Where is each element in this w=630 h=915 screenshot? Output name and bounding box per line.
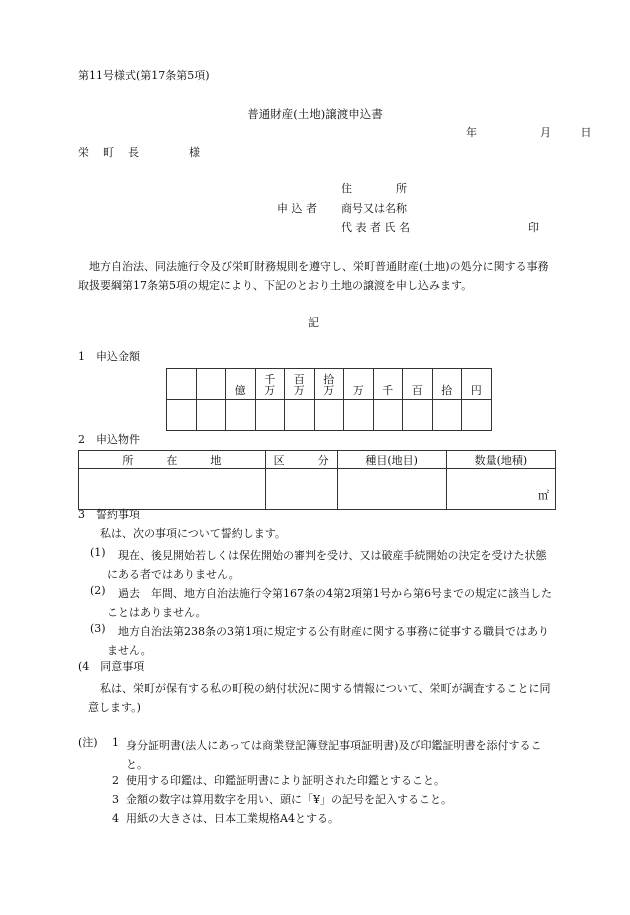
section1-heading: 1 申込金額: [78, 350, 140, 363]
note-4-text: 用紙の大きさは、日本工業規格A4とする。: [126, 812, 339, 825]
amount-unit-senman: 千 万: [255, 369, 285, 400]
intro-paragraph: 地方自治法、同法施行令及び栄町財務規則を遵守し、栄町普通財産(土地)の処分に関する事務取扱要綱第17条第5項の規定により、下記のとおり土地の譲渡を申し込みます。: [78, 260, 549, 292]
amount-input-cell[interactable]: [344, 400, 374, 431]
amount-unit-juman: 拾 万: [314, 369, 344, 400]
pledge-1-text: 現在、後見開始若しくは保佐開始の審判を受け、又は破産手続開始の決定を受けた状態にある者ではありません。: [107, 549, 547, 581]
section3-heading: 3 誓約事項: [78, 508, 140, 521]
pledge-2-num: (2): [90, 584, 106, 597]
amount-unit-hyaku: 百: [403, 369, 433, 400]
amount-unit-man: 万: [344, 369, 374, 400]
area-unit: ㎡: [538, 489, 549, 502]
pledge-3-num: (3): [90, 622, 106, 635]
date-month: 月: [540, 126, 551, 139]
amount-input-cell[interactable]: [255, 400, 285, 431]
form-number: 第11号様式(第17条第5項): [78, 69, 210, 82]
col-area: 数量(地積): [446, 451, 555, 469]
col-category: 区 分: [265, 451, 337, 469]
applicant-representative-label: 代 表 者 氏 名: [341, 221, 410, 234]
document-title: 普通財産(土地)譲渡申込書: [247, 107, 383, 121]
date-line: [466, 126, 592, 139]
col-location: 所 在 地: [79, 451, 266, 469]
amount-input-cell[interactable]: [285, 400, 315, 431]
property-table: [78, 450, 556, 510]
amount-input-cell[interactable]: [462, 400, 492, 431]
note-3-text: 金額の数字は算用数字を用い、頭に「¥」の記号を記入すること。: [126, 793, 452, 806]
amount-unit-cell: [196, 369, 226, 400]
note-2-text: 使用する印鑑は、印鑑証明書により証明された印鑑とすること。: [126, 774, 445, 787]
amount-unit-en: 円: [462, 369, 492, 400]
applicant-company-label: 商号又は名称: [341, 202, 407, 215]
amount-input-cell[interactable]: [196, 400, 226, 431]
seal-mark: 印: [528, 221, 539, 234]
amount-unit-hyakuman: 百 万: [285, 369, 315, 400]
land-type-input[interactable]: [337, 469, 446, 510]
ki-heading: 記: [308, 316, 319, 329]
col-land-type: 種目(地目): [337, 451, 446, 469]
pledge-3-text: 地方自治法第238条の3第1項に規定する公有財産に関する事務に従事する職員ではありません。: [107, 625, 549, 657]
applicant-label: 申 込 者: [277, 202, 317, 215]
notes-label: (注): [78, 736, 98, 749]
amount-input-cell[interactable]: [373, 400, 403, 431]
pledge-2-text: 過去 年間、地方自治法施行令第167条の4第2項第1号から第6号までの規定に該当したことはありません。: [107, 587, 552, 619]
amount-input-cell[interactable]: [226, 400, 256, 431]
location-input[interactable]: [79, 469, 266, 510]
amount-input-cell[interactable]: [167, 400, 197, 431]
addressee: [78, 146, 200, 159]
addressee-sama: 様: [189, 146, 200, 159]
section4-heading: (4 同意事項: [78, 660, 145, 673]
amount-input-cell[interactable]: [314, 400, 344, 431]
amount-unit-cell: [167, 369, 197, 400]
note-3-num: 3: [112, 793, 119, 806]
addressee-cho: 長: [128, 146, 139, 159]
amount-input-cell[interactable]: [403, 400, 433, 431]
category-input[interactable]: [265, 469, 337, 510]
amount-unit-oku: 億: [226, 369, 256, 400]
pledge-1-num: (1): [90, 546, 106, 559]
note-1-num: 1: [112, 736, 119, 749]
date-year: 年: [466, 126, 477, 139]
area-input[interactable]: [446, 469, 555, 510]
amount-unit-ju: 拾: [432, 369, 462, 400]
note-1-text: 身分証明書(法人にあっては商業登記簿登記事項証明書)及び印鑑証明書を添付すること。: [126, 739, 542, 771]
addressee-machi: 町: [103, 146, 114, 159]
addressee-town: 栄: [78, 146, 89, 159]
amount-unit-sen: 千: [373, 369, 403, 400]
section4-text: 私は、栄町が保有する私の町税の納付状況に関する情報について、栄町が調査することに同意します。): [88, 682, 551, 714]
section2-heading: 2 申込物件: [78, 433, 140, 446]
amount-table: [166, 368, 492, 431]
note-2-num: 2: [112, 774, 119, 787]
amount-input-cell[interactable]: [432, 400, 462, 431]
section3-lead: 私は、次の事項について誓約します。: [100, 527, 286, 540]
note-4-num: 4: [112, 812, 119, 825]
date-day: 日: [580, 126, 592, 139]
applicant-address-label: 住 所: [341, 182, 407, 195]
